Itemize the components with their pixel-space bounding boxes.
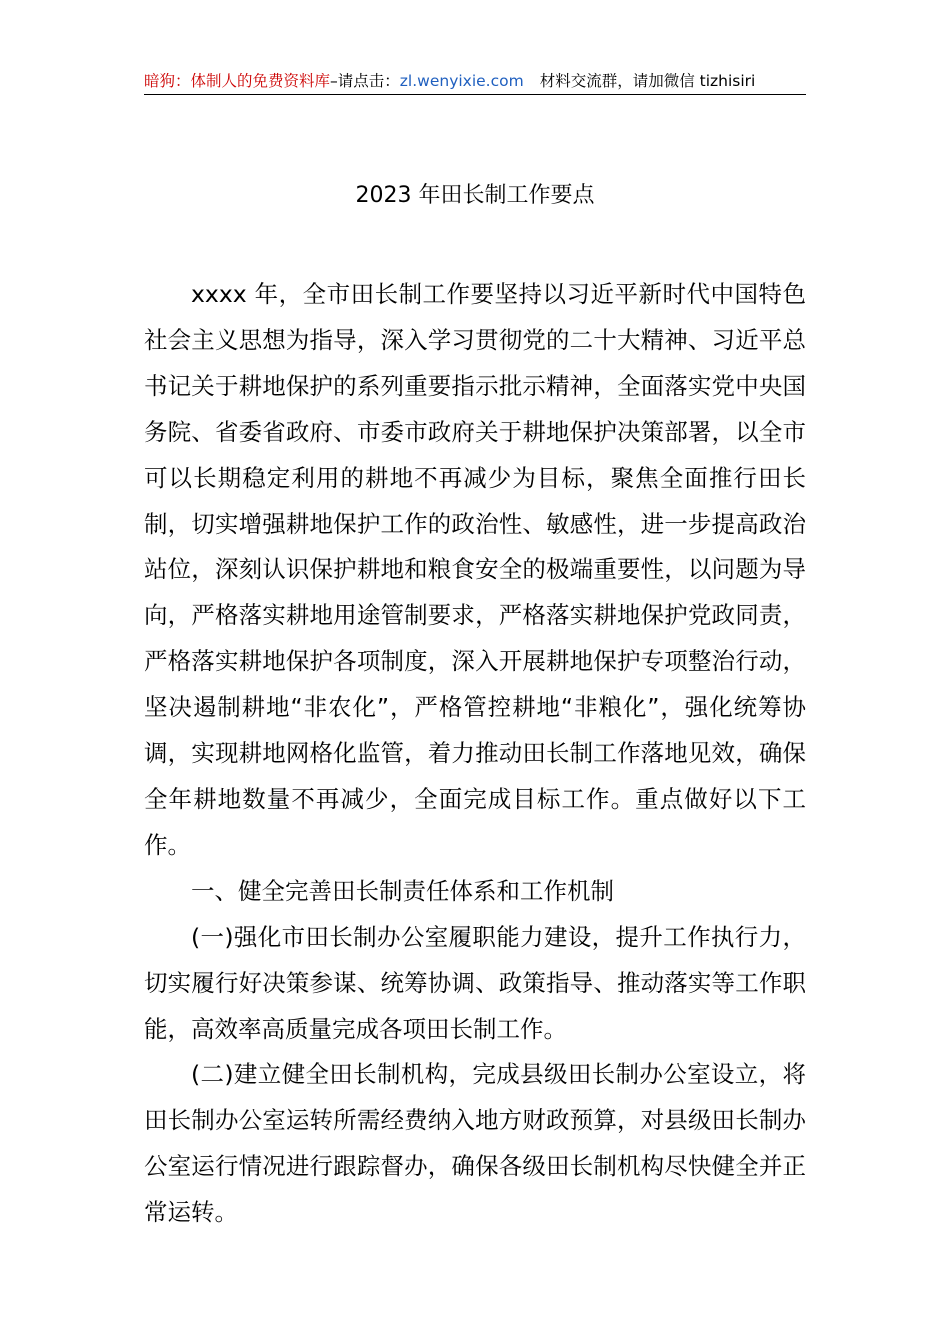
section-heading-1: 一、健全完善田长制责任体系和工作机制 (191, 876, 614, 905)
header-group-text: 材料交流群，请加微信 tizhisiri (539, 72, 756, 90)
paragraph-intro: xxxx 年，全市田长制工作要坚持以习近平新时代中国特色社会主义思想为指导，深入学习贯彻党的二十大精神、习近平总书记关于耕地保护的系列重要指示批示精神，全面落实党中央国务院、省委省政府、市委市政府关于耕地保护决策部署，以全市可以长期稳定利用的耕地不再减少为目标，聚焦全面推行田长制，切实增强耕地保护工作的政治性、敏感性，进一步提高政治站位，深刻认识保护耕地和粮食安全的极端重要性，以问题为导向，严格落实耕地用途管制要求，严格落实耕地保护党政同责，严格落实耕地保护各项制度，深入开展耕地保护专项整治行动，坚决遏制耕地“非农化”，严格管控耕地“非粮化”，强化统筹协调，实现耕地网格化监管，着力推动田长制工作落地见效，确保全年耕地数量不再减少，全面完成目标工作。重点做好以下工作。 (144, 280, 806, 859)
paragraph-item-2: (二)建立健全田长制机构，完成县级田长制办公室设立，将田长制办公室运转所需经费纳入地方财政预算，对县级田长制办公室运行情况进行跟踪督办，确保各级田长制机构尽快健全并正常运转。 (144, 1060, 806, 1227)
header-click-text: –请点击： (330, 72, 400, 90)
document-title: 2023 年田长制工作要点 (355, 183, 595, 208)
paragraph-item-1: (一)强化市田长制办公室履职能力建设，提升工作执行力，切实履行好决策参谋、统筹协调、政策指导、推动落实等工作职能，高效率高质量完成各项田长制工作。 (144, 922, 806, 1043)
document-body (144, 272, 806, 1236)
header-url-link[interactable]: zl.wenyixie.com (399, 72, 524, 90)
header-brand: 暗狗：体制人的免费资料库 (144, 72, 331, 90)
page-header (144, 68, 806, 95)
